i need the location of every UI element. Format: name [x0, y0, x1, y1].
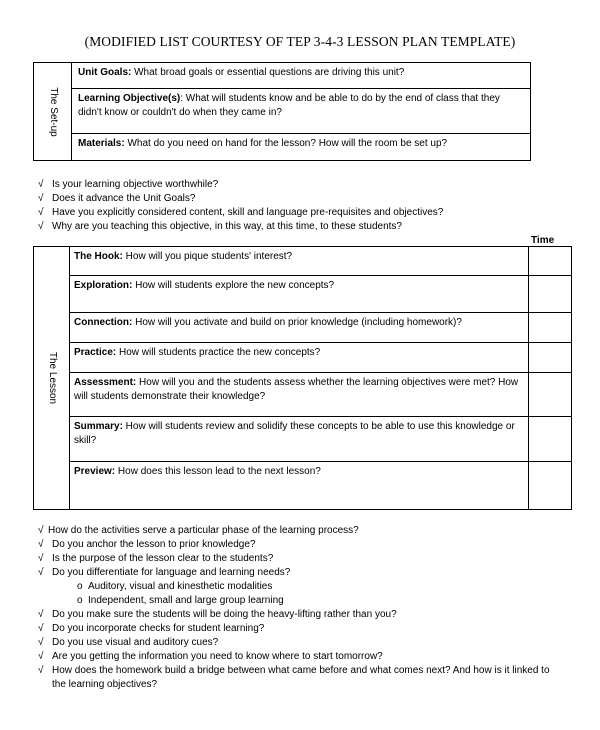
materials-cell	[72, 134, 531, 161]
exploration-cell: Exploration: How will students explore the new concepts?	[70, 276, 529, 313]
check-icon: √	[38, 637, 44, 648]
check-icon: √	[38, 539, 44, 550]
time-cell[interactable]	[529, 276, 572, 313]
time-column-header: Time	[531, 235, 555, 246]
materials-label: Materials:	[78, 138, 125, 149]
time-cell[interactable]	[529, 247, 572, 276]
lesson-table	[33, 246, 572, 510]
check-icon: √	[38, 609, 44, 620]
lesson-side-cell	[34, 247, 70, 510]
check-icon: √	[38, 525, 44, 536]
unit-goals-cell	[72, 63, 531, 89]
check-icon: √	[38, 207, 44, 218]
time-cell[interactable]	[529, 417, 572, 462]
check-icon: √	[38, 623, 44, 634]
sub-list-item: o Auditory, visual and kinesthetic modalities	[77, 581, 273, 592]
time-cell[interactable]	[529, 462, 572, 510]
check-icon: √	[38, 553, 44, 564]
list-item: √ Is your learning objective worthwhile?	[38, 179, 219, 190]
learning-objective-label: Learning Objective(s)	[78, 93, 181, 104]
unit-goals-label: Unit Goals:	[78, 67, 132, 78]
learning-objective-cell	[72, 89, 531, 134]
hook-cell: The Hook: How will you pique students' interest?	[70, 247, 529, 276]
bullet-icon: o	[77, 581, 83, 592]
check-icon: √	[38, 179, 44, 190]
list-item: √ Are you getting the information you need to know where to start tomorrow?	[38, 651, 383, 662]
unit-goals-text: What broad goals or essential questions are driving this unit?	[131, 67, 405, 78]
assessment-cell: Assessment: How will you and the students assess whether the learning objectives were met? How will students demonstrate their knowledge?	[70, 373, 529, 417]
practice-cell: Practice: How will students practice the new concepts?	[70, 343, 529, 373]
checklist-setup	[38, 178, 443, 234]
list-item: √ Why are you teaching this objective, in this way, at this time, to these students?	[38, 221, 402, 232]
list-item: √ Is the purpose of the lesson clear to the students?	[38, 553, 274, 564]
setup-side-cell	[34, 63, 72, 161]
list-item: √ Do you use visual and auditory cues?	[38, 637, 219, 648]
document-title: (MODIFIED LIST COURTESY OF TEP 3-4-3 LESSON PLAN TEMPLATE)	[84, 34, 516, 49]
check-icon: √	[38, 651, 44, 662]
list-item: √ Do you incorporate checks for student learning?	[38, 623, 265, 634]
time-cell[interactable]	[529, 373, 572, 417]
check-icon: √	[38, 193, 44, 204]
list-item: √ How do the activities serve a particular phase of the learning process?	[38, 525, 359, 536]
check-icon: √	[38, 665, 44, 676]
sub-list-item: o Independent, small and large group learning	[77, 595, 284, 606]
list-item: √ Does it advance the Unit Goals?	[38, 193, 196, 204]
setup-side-label: The Set-up	[47, 86, 59, 137]
list-item: √ Have you explicitly considered content, skill and language pre-requisites and objectives?	[38, 207, 444, 218]
preview-cell: Preview: How does this lesson lead to the next lesson?	[70, 462, 529, 510]
check-icon: √	[38, 221, 44, 232]
materials-text: What do you need on hand for the lesson? How will the room be set up?	[124, 138, 448, 149]
list-item: √ Do you make sure the students will be doing the heavy-lifting rather than you?	[38, 609, 397, 620]
list-item: √ How does the homework build a bridge between what came before and what comes next? And how is it linked to the learning objectives?	[38, 665, 550, 690]
time-cell[interactable]	[529, 343, 572, 373]
summary-cell: Summary: How will students review and solidify these concepts to be able to use this knowledge or skill?	[70, 417, 529, 462]
connection-cell: Connection: How will you activate and build on prior knowledge (including homework)?	[70, 313, 529, 343]
lesson-side-label: The Lesson	[46, 351, 58, 405]
time-cell[interactable]	[529, 313, 572, 343]
setup-table	[33, 62, 531, 161]
learning-objective-text: : What will students know and be able to do by the end of class that they didn't know or couldn't do when they came in?	[78, 93, 500, 118]
bullet-icon: o	[77, 595, 83, 606]
checklist-lesson	[38, 524, 562, 692]
list-item: √ Do you anchor the lesson to prior knowledge?	[38, 539, 256, 550]
list-item: √ Do you differentiate for language and learning needs?	[38, 567, 291, 578]
check-icon: √	[38, 567, 44, 578]
